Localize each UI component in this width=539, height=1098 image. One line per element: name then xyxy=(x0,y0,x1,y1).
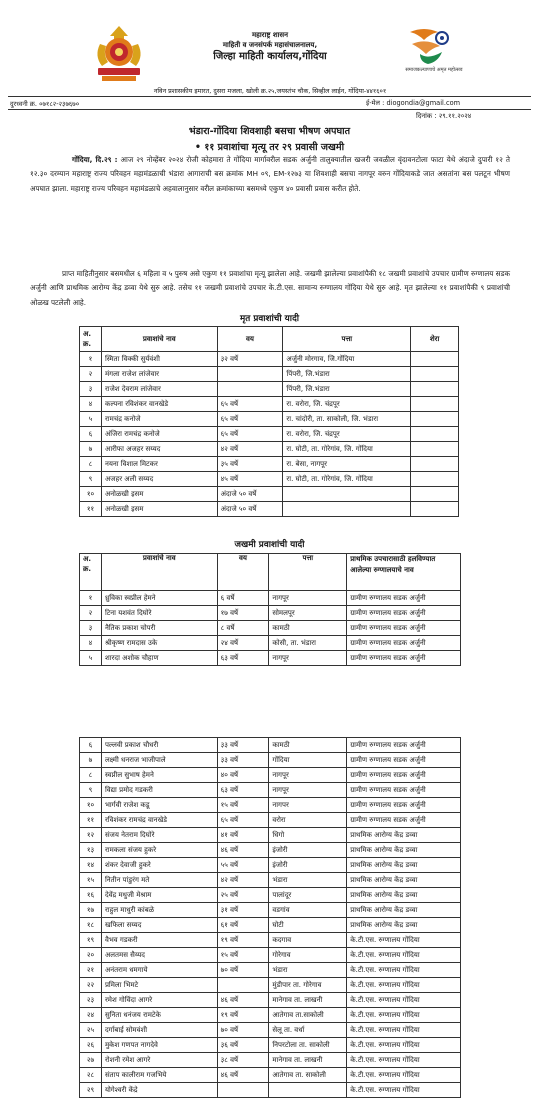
cell-age: अंदाजे ५० वर्षे xyxy=(217,502,283,517)
cell-age: अंदाजे ५० वर्षे xyxy=(217,487,283,502)
dead-list-table xyxy=(79,326,459,517)
cell-address: गोंदिया xyxy=(269,753,347,768)
cell-age: ५५ वर्षे xyxy=(217,858,269,873)
cell-age: ४६ वर्षे xyxy=(217,993,269,1008)
letterhead-line-2: माहिती व जनसंपर्क महासंचालनालय, xyxy=(222,41,318,49)
cell-name: लक्ष्मी धनराज भाजीपाले xyxy=(101,753,217,768)
cell-address: आतेगाव ता.साकोली xyxy=(269,1008,347,1023)
cell-serial: २७ xyxy=(80,1053,102,1068)
cell-serial: ८ xyxy=(80,768,102,783)
header-serial: अ. क्र. xyxy=(80,554,102,591)
cell-serial: १८ xyxy=(80,918,102,933)
cell-serial: २८ xyxy=(80,1068,102,1083)
cell-name: देवेंद्र मधुजी मेश्राम xyxy=(101,888,217,903)
cell-address: धिगो xyxy=(269,828,347,843)
cell-age: १९ वर्षे xyxy=(217,1008,269,1023)
cell-address: आतेगाव ता. साकोली xyxy=(269,1068,347,1083)
cell-name: कल्पना रविशंकर वानखेडे xyxy=(101,397,217,412)
cell-serial: २० xyxy=(80,948,102,963)
injured-list-body-page-2 xyxy=(80,738,461,1098)
paragraph-1-text: आज २९ नोव्हेंबर २०२४ रोजी कोहमारा ते गोंदिया मार्गावरील सडक अर्जुनी तालुक्यातील खजरी जवळील वृंदावनटोला फाटा येथे अंदाजे दुपारी १२ ते १२.३० दरम्यान महाराष्ट्र राज्य परिवहन महामंडळाची भंडारा आगाराची बस क्रमांक MH ०९, EM-१२७३ या शिवशाही बसचा नागपूर वरुन गोंदियाकडे जात असतांना बस पलटून भीषण अपघात झाला. महाराष्ट्र राज्य परिवहन महामंडळाचे अहवालानुसार वरील क्रमांकाच्या बसमध्ये एकुण ४० प्रवासी प्रवास करीत होते. xyxy=(30,155,510,193)
amrit-mahotsav-caption: समाजकल्याणाचे अमृत महोत्सव xyxy=(405,67,463,73)
table-row xyxy=(80,442,459,457)
cell-serial: २१ xyxy=(80,963,102,978)
cell-age: ६५ वर्षे xyxy=(217,397,283,412)
cell-extra: ग्रामीण रुग्णालय सडक अर्जुनी xyxy=(347,798,461,813)
cell-extra: के.टी.एस. रुग्णालय गोंदिया xyxy=(347,1068,461,1083)
cell-serial: १७ xyxy=(80,903,102,918)
cell-name: भार्गवी राजेश कडू xyxy=(101,798,217,813)
cell-address: रा. वरोरा, जि. चंद्रपूर xyxy=(283,427,411,442)
cell-serial: १ xyxy=(80,352,102,367)
cell-extra xyxy=(411,412,459,427)
cell-address: रा. घोटी, ता. गोरेगांव, जि. गोंदिया xyxy=(283,442,411,457)
cell-name: विद्या प्रमोद गडकरी xyxy=(101,783,217,798)
table-row xyxy=(80,1053,461,1068)
header-age: वय xyxy=(217,327,283,352)
cell-name: स्वप्नील सुभाष हेमने xyxy=(101,768,217,783)
cell-serial: २ xyxy=(80,367,102,382)
cell-serial: ५ xyxy=(80,412,102,427)
header-name: प्रवाशांचे नाव xyxy=(101,554,217,591)
table-row xyxy=(80,918,461,933)
cell-name: अंजिरा रामचंद्र कनोजे xyxy=(101,427,217,442)
cell-serial: २ xyxy=(80,606,102,621)
cell-extra xyxy=(411,502,459,517)
cell-address: नागपूर xyxy=(269,768,347,783)
header-remark: शेरा xyxy=(411,327,459,352)
table-row xyxy=(80,738,461,753)
cell-extra xyxy=(411,367,459,382)
cell-extra: प्राथमिक आरोग्य केंद्र डव्वा xyxy=(347,918,461,933)
cell-address: घोटी xyxy=(269,918,347,933)
cell-name: राहुल माधुरी कांबळे xyxy=(101,903,217,918)
cell-serial: ७ xyxy=(80,442,102,457)
cell-address: भंडारा xyxy=(269,873,347,888)
table-row xyxy=(80,636,461,651)
cell-extra: के.टी.एस. रुग्णालय गोंदिया xyxy=(347,1053,461,1068)
cell-name: रामचंद्र कनोजे xyxy=(101,412,217,427)
cell-extra: के.टी.एस. रुग्णालय गोंदिया xyxy=(347,963,461,978)
cell-age: २५ वर्षे xyxy=(217,888,269,903)
cell-age: १९ वर्षे xyxy=(217,933,269,948)
table-row xyxy=(80,591,461,606)
cell-name: खफिला सय्यद xyxy=(101,918,217,933)
cell-address: सोमलपूर xyxy=(269,606,347,621)
table-row xyxy=(80,843,461,858)
cell-name: वैभव गडकरी xyxy=(101,933,217,948)
cell-extra: ग्रामीण रुग्णालय सडक अर्जुनी xyxy=(347,606,461,621)
cell-name: योगेश्वरी केंद्रे xyxy=(101,1083,217,1098)
table-row xyxy=(80,963,461,978)
cell-name: रोशनी रमेश आगरे xyxy=(101,1053,217,1068)
cell-extra: के.टी.एस. रुग्णालय गोंदिया xyxy=(347,1038,461,1053)
cell-name: संजय नेतराम दिघोरे xyxy=(101,828,217,843)
table-row xyxy=(80,502,459,517)
cell-name: पल्लवी प्रकाश चौधरी xyxy=(101,738,217,753)
cell-address: भंडारा xyxy=(269,963,347,978)
cell-name: अनंतराम धमगाये xyxy=(101,963,217,978)
table-row xyxy=(80,606,461,621)
cell-age: ४१ वर्षे xyxy=(217,828,269,843)
cell-extra xyxy=(411,427,459,442)
cell-address xyxy=(283,487,411,502)
cell-name: शंकर देवाजी हुकरे xyxy=(101,858,217,873)
cell-address: कदगाव xyxy=(269,933,347,948)
cell-name: टिना यशवंत दिघोरे xyxy=(101,606,217,621)
cell-age: १५ वर्षे xyxy=(217,948,269,963)
cell-serial: २२ xyxy=(80,978,102,993)
cell-age: ३१ वर्षे xyxy=(217,903,269,918)
cell-name: ध्रुविका स्वप्नील हेमने xyxy=(101,591,217,606)
cell-name: दर्गाबाई सोमवंशी xyxy=(101,1023,217,1038)
cell-extra xyxy=(411,352,459,367)
cell-name: नितीन पांडुरंग मते xyxy=(101,873,217,888)
body-paragraph-1 xyxy=(30,153,510,196)
cell-address: कामठी xyxy=(269,738,347,753)
cell-address: अर्जुनी मोरगाव, जि.गोंदिया xyxy=(283,352,411,367)
cell-name: अनोळखी इसम xyxy=(101,502,217,517)
table-row xyxy=(80,651,461,666)
cell-age: २४ वर्षे xyxy=(217,636,269,651)
cell-name: रविशंकर रामचंद्र वानखेडे xyxy=(101,813,217,828)
cell-extra xyxy=(411,442,459,457)
cell-age: १७ वर्षे xyxy=(217,606,269,621)
cell-address: कोसी, ता. भंडारा xyxy=(269,636,347,651)
table-row xyxy=(80,621,461,636)
cell-name: नैतिक प्रकाश चोपरी xyxy=(101,621,217,636)
cell-extra: ग्रामीण रुग्णालय सडक अर्जुनी xyxy=(347,783,461,798)
table-row xyxy=(80,397,459,412)
cell-address: मुंडीपार ता. गोरेगाव xyxy=(269,978,347,993)
cell-serial: ३ xyxy=(80,621,102,636)
cell-serial: १३ xyxy=(80,843,102,858)
table-row xyxy=(80,472,459,487)
cell-serial: ४ xyxy=(80,397,102,412)
cell-serial: ९ xyxy=(80,472,102,487)
cell-address: रा. वरोरा, जि. चंद्रपूर xyxy=(283,397,411,412)
cell-name: राजेश देवराम लांजेवार xyxy=(101,382,217,397)
cell-address: कामठी xyxy=(269,621,347,636)
cell-serial: २९ xyxy=(80,1083,102,1098)
table-row xyxy=(80,798,461,813)
cell-extra: प्राथमिक आरोग्य केंद्र डव्वा xyxy=(347,903,461,918)
cell-age: ७० वर्षे xyxy=(217,1023,269,1038)
cell-serial: १६ xyxy=(80,888,102,903)
cell-extra: प्राथमिक आरोग्य केंद्र डव्वा xyxy=(347,843,461,858)
dead-list-body xyxy=(80,352,459,517)
cell-name: प्रमिला भिमटे xyxy=(101,978,217,993)
cell-extra: ग्रामीण रुग्णालय सडक अर्जुनी xyxy=(347,753,461,768)
cell-age: ८ वर्षे xyxy=(217,621,269,636)
table-row xyxy=(80,933,461,948)
cell-address: रा. बेसा, नागपूर xyxy=(283,457,411,472)
cell-age: ३३ वर्षे xyxy=(217,753,269,768)
cell-address: नागपूर xyxy=(269,591,347,606)
cell-address: नागपर xyxy=(269,798,347,813)
cell-age xyxy=(217,367,283,382)
dead-list-header-row xyxy=(80,327,459,352)
cell-extra xyxy=(411,472,459,487)
table-row xyxy=(80,978,461,993)
cell-age: ६५ वर्षे xyxy=(217,412,283,427)
cell-address: सेलू ता. वर्धा xyxy=(269,1023,347,1038)
cell-age: ७० वर्षे xyxy=(217,963,269,978)
cell-age: ६१ वर्षे xyxy=(217,918,269,933)
cell-name: सुनिता धनंजय रामटेके xyxy=(101,1008,217,1023)
table-row xyxy=(80,768,461,783)
cell-age: ६ वर्षे xyxy=(217,591,269,606)
amrit-mahotsav-logo-icon xyxy=(402,24,452,68)
cell-name: शारदा अशोक चौहाण xyxy=(101,651,217,666)
cell-extra: ग्रामीण रुग्णालय सडक अर्जुनी xyxy=(347,636,461,651)
cell-address: इंजोरी xyxy=(269,858,347,873)
letterhead-line-3: जिल्हा माहिती कार्यालय,गोंदिया xyxy=(213,51,327,62)
cell-extra: के.टी.एस. रुग्णालय गोंदिया xyxy=(347,978,461,993)
cell-serial: १५ xyxy=(80,873,102,888)
cell-address: मानेगाव ता. लाखनी xyxy=(269,1053,347,1068)
cell-name: आरीफा अजहर सय्यद xyxy=(101,442,217,457)
cell-address xyxy=(269,1083,347,1098)
headline-title: भंडारा-गोंदिया शिवशाही बसचा भीषण अपघात xyxy=(188,126,351,137)
injured-list-header-row xyxy=(80,554,461,591)
cell-serial: १ xyxy=(80,591,102,606)
cell-extra xyxy=(411,397,459,412)
cell-extra: के.टी.एस. रुग्णालय गोंदिया xyxy=(347,1083,461,1098)
cell-address: पिंपरी, जि.भंडारा xyxy=(283,382,411,397)
table-row xyxy=(80,382,459,397)
letterhead-line-1: महाराष्ट्र शासन xyxy=(251,31,289,39)
cell-name: नयना विशाल मिटकर xyxy=(101,457,217,472)
cell-serial: ११ xyxy=(80,502,102,517)
table-row xyxy=(80,457,459,472)
cell-serial: १० xyxy=(80,487,102,502)
table-row xyxy=(80,1023,461,1038)
cell-extra: ग्रामीण रुग्णालय सडक अर्जुनी xyxy=(347,621,461,636)
cell-address: पिंपरी, जि.भंडारा xyxy=(283,367,411,382)
headline-subtitle: • ११ प्रवाशांचा मृत्यू तर २९ प्रवासी जखमी xyxy=(194,142,345,153)
cell-address: रा. घोटी, ता. गोरेगांव, जि. गोंदिया xyxy=(283,472,411,487)
cell-serial: ८ xyxy=(80,457,102,472)
maharashtra-emblem-icon xyxy=(88,22,150,84)
cell-age: ४२ वर्षे xyxy=(217,873,269,888)
injured-list-table-page-2 xyxy=(79,737,461,1098)
cell-extra: के.टी.एस. रुग्णालय गोंदिया xyxy=(347,993,461,1008)
header-address: पत्ता xyxy=(269,554,347,591)
cell-name: रमेश गोविंदा आगरे xyxy=(101,993,217,1008)
table-row xyxy=(80,367,459,382)
injured-list-body-page-1 xyxy=(80,591,461,666)
cell-name: मुकेश गणपत नागदेवे xyxy=(101,1038,217,1053)
cell-name: अनोळखी इसम xyxy=(101,487,217,502)
table-row xyxy=(80,873,461,888)
cell-serial: ६ xyxy=(80,427,102,442)
cell-age: ३२ वर्षे xyxy=(217,352,283,367)
cell-extra: प्राथमिक आरोग्य केंद्र डव्वा xyxy=(347,873,461,888)
cell-address: गोरेगाव xyxy=(269,948,347,963)
table-row xyxy=(80,427,459,442)
table-row xyxy=(80,858,461,873)
cell-address: पालांदूर xyxy=(269,888,347,903)
cell-serial: ७ xyxy=(80,753,102,768)
dead-list-title: मृत प्रवाशांची यादी xyxy=(239,314,300,324)
cell-address: वरोरा xyxy=(269,813,347,828)
letterhead-title-block xyxy=(160,30,380,64)
table-row xyxy=(80,1083,461,1098)
cell-address: वडगांव xyxy=(269,903,347,918)
cell-serial: १९ xyxy=(80,933,102,948)
header-age: वय xyxy=(217,554,269,591)
office-address: नविन प्रशासकीय इमारत, दुसरा मजला, खोली क्र.२५,जयस्तंभ चौक, सिव्हील लाईन, गोंदिया-४४१६०१ xyxy=(153,87,387,95)
table-row xyxy=(80,753,461,768)
cell-age: ६३ वर्षे xyxy=(217,783,269,798)
cell-extra: ग्रामीण रुग्णालय सडक अर्जुनी xyxy=(347,813,461,828)
cell-address: मानेगाव ता. लाखनी xyxy=(269,993,347,1008)
cell-extra: के.टी.एस. रुग्णालय गोंदिया xyxy=(347,948,461,963)
cell-serial: २३ xyxy=(80,993,102,1008)
table-row xyxy=(80,412,459,427)
cell-extra: प्राथमिक आरोग्य केंद्र डव्वा xyxy=(347,858,461,873)
cell-address: रा. चांदोरी, ता. साकोली, जि. भंडारा xyxy=(283,412,411,427)
cell-serial: २४ xyxy=(80,1008,102,1023)
release-date: दिनांक : २९.११.२०२४ xyxy=(416,112,472,120)
table-row xyxy=(80,888,461,903)
table-row xyxy=(80,783,461,798)
table-row xyxy=(80,828,461,843)
cell-extra: के.टी.एस. रुग्णालय गोंदिया xyxy=(347,1008,461,1023)
cell-serial: ११ xyxy=(80,813,102,828)
cell-age: ३८ वर्षे xyxy=(217,1053,269,1068)
cell-age: ४२ वर्षे xyxy=(217,442,283,457)
cell-extra: ग्रामीण रुग्णालय सडक अर्जुनी xyxy=(347,591,461,606)
cell-name: रामकला संजय हुकरे xyxy=(101,843,217,858)
cell-name: श्रीकृष्ण रामदास उके xyxy=(101,636,217,651)
cell-age: ४६ वर्षे xyxy=(217,843,269,858)
cell-age: ४६ वर्षे xyxy=(217,1068,269,1083)
cell-extra xyxy=(411,457,459,472)
cell-serial: २६ xyxy=(80,1038,102,1053)
cell-address: नागपूर xyxy=(269,783,347,798)
cell-extra xyxy=(411,382,459,397)
cell-serial: ९ xyxy=(80,783,102,798)
header-name: प्रवाशांचे नाव xyxy=(101,327,217,352)
cell-serial: ४ xyxy=(80,636,102,651)
table-row xyxy=(80,813,461,828)
cell-age xyxy=(217,978,269,993)
cell-address: इंजोरी xyxy=(269,843,347,858)
cell-age xyxy=(217,1083,269,1098)
cell-age: ३३ वर्षे xyxy=(217,738,269,753)
cell-name: संताप कालीराम गजभिये xyxy=(101,1068,217,1083)
cell-serial: ३ xyxy=(80,382,102,397)
cell-extra: ग्रामीण रुग्णालय सडक अर्जुनी xyxy=(347,738,461,753)
cell-address: निपरटोला ता. साकोली xyxy=(269,1038,347,1053)
table-row xyxy=(80,993,461,1008)
cell-age: ६५ वर्षे xyxy=(217,427,283,442)
cell-extra: ग्रामीण रुग्णालय सडक अर्जुनी xyxy=(347,651,461,666)
cell-extra: के.टी.एस. रुग्णालय गोंदिया xyxy=(347,933,461,948)
table-row xyxy=(80,1068,461,1083)
header-address: पत्ता xyxy=(283,327,411,352)
office-phone: दुरध्वनी क्र. ०७१८२-२३७६७० xyxy=(10,100,80,108)
office-email: ई-मेल : diogondia@gmail.com xyxy=(366,99,461,107)
cell-extra: ग्रामीण रुग्णालय सडक अर्जुनी xyxy=(347,768,461,783)
header-divider-top xyxy=(8,96,531,97)
cell-serial: १४ xyxy=(80,858,102,873)
cell-name: अलतमस सैय्यद xyxy=(101,948,217,963)
table-row xyxy=(80,948,461,963)
cell-serial: १२ xyxy=(80,828,102,843)
cell-name: अजहर अली सय्यद xyxy=(101,472,217,487)
dateline: गोंदिया, दि.२९ : xyxy=(72,155,118,164)
cell-extra: प्राथमिक आरोग्य केंद्र डव्वा xyxy=(347,888,461,903)
cell-address xyxy=(283,502,411,517)
cell-age xyxy=(217,382,283,397)
injured-list-table-page-1 xyxy=(79,553,461,666)
header-hospital: प्राथमिक उपचारासाठी हलविण्यात आलेल्या रुग्णालयाचे नाव xyxy=(347,554,461,591)
cell-serial: ६ xyxy=(80,738,102,753)
cell-age: ६५ वर्षे xyxy=(217,813,269,828)
cell-serial: १० xyxy=(80,798,102,813)
cell-age: ६३ वर्षे xyxy=(217,651,269,666)
cell-age: १५ वर्षे xyxy=(217,798,269,813)
cell-address: नागपूर xyxy=(269,651,347,666)
cell-age: ४० वर्षे xyxy=(217,768,269,783)
table-row xyxy=(80,487,459,502)
table-row xyxy=(80,1008,461,1023)
cell-age: ४५ वर्षे xyxy=(217,472,283,487)
body-paragraph-2: प्राप्त माहितीनुसार बसमधील ६ महिला व ५ पुरुष असे एकुण ११ प्रवाशांचा मृत्यू झालेला आहे. जखमी झालेल्या प्रवाशांपैकी १८ जखमी प्रवाशांचे उपचार ग्रामीण रुग्णालय सडक अर्जुनी आणि प्राथमिक आरोग्य केंद्र डव्वा येथे सुरु आहे. तसेच ११ जखमी प्रवाशांचे उपचार के.टी.एस. सामान्य रुग्णालय गोंदिया येथे सुरु आहे. मृत झालेल्या ११ प्रवाशांपैकी ९ प्रवाशांची ओळख पटलेली आहे. xyxy=(30,269,510,307)
cell-name: स्मिता विक्की सुर्यवंशी xyxy=(101,352,217,367)
table-row xyxy=(80,903,461,918)
header-serial: अ. क्र. xyxy=(80,327,102,352)
cell-age: ३६ वर्षे xyxy=(217,1038,269,1053)
cell-name: मंगला राजेश लांजेवार xyxy=(101,367,217,382)
cell-serial: ५ xyxy=(80,651,102,666)
header-divider-bottom xyxy=(8,109,531,110)
injured-list-title: जखमी प्रवाशांची यादी xyxy=(234,540,305,550)
table-row xyxy=(80,1038,461,1053)
cell-extra: के.टी.एस. रुग्णालय गोंदिया xyxy=(347,1023,461,1038)
cell-serial: २५ xyxy=(80,1023,102,1038)
cell-age: ३५ वर्षे xyxy=(217,457,283,472)
cell-extra xyxy=(411,487,459,502)
table-row xyxy=(80,352,459,367)
cell-extra: प्राथमिक आरोग्य केंद्र डव्वा xyxy=(347,828,461,843)
